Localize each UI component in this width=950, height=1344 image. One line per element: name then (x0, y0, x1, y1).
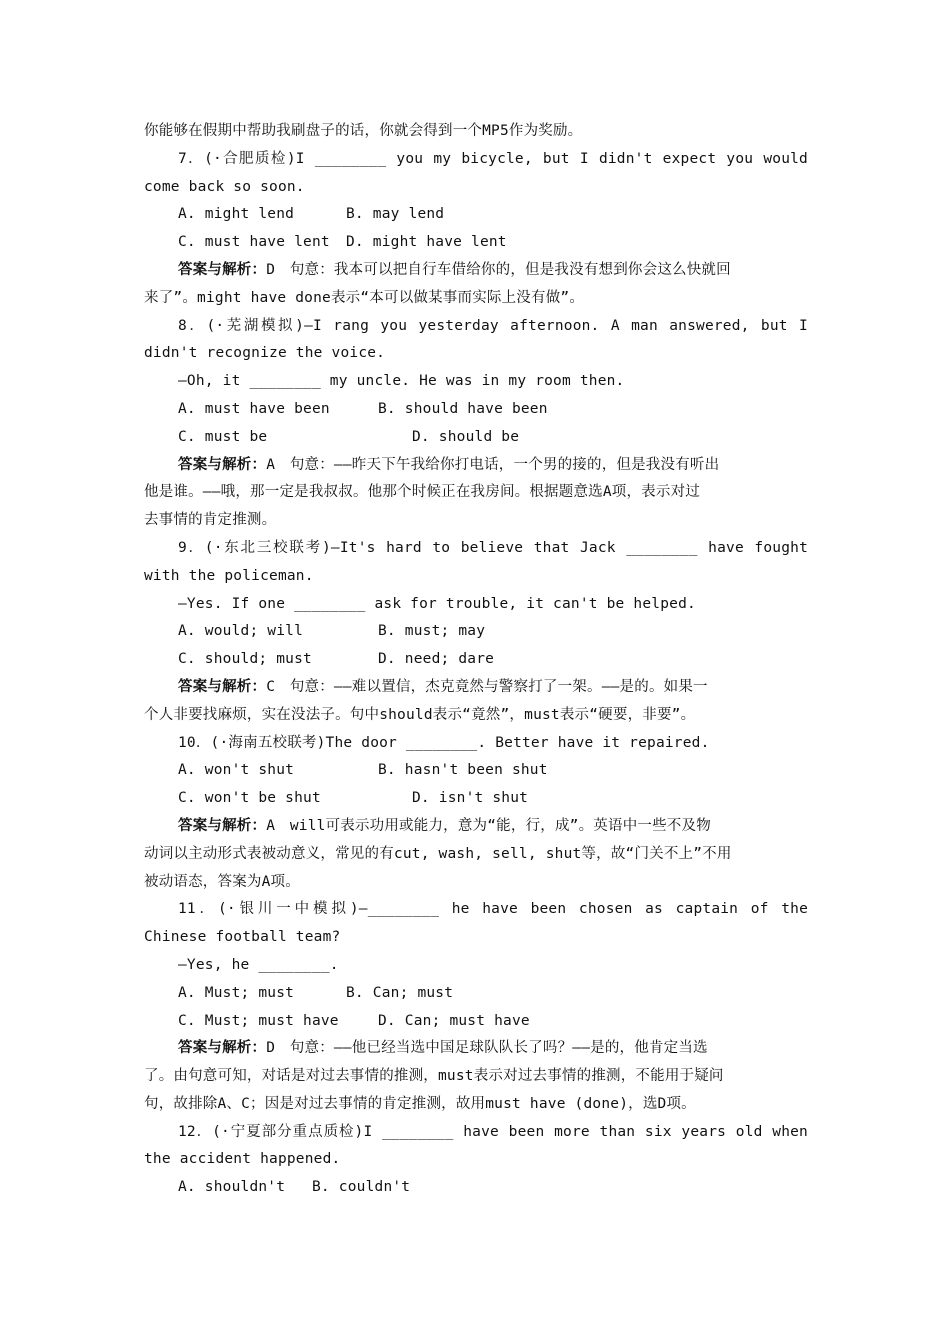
q8-answer-line3: 去事情的肯定推测。 (144, 512, 277, 529)
q8-options-ab (144, 396, 808, 424)
q7-option-b: B. may lend (346, 206, 445, 223)
q8-stem-line3: —Oh, it ________ my uncle. He was in my room then. (178, 373, 625, 390)
q7-answer-line1 (144, 257, 808, 285)
q9-answer-line1 (144, 674, 808, 702)
q9-option-b: B. must; may (378, 623, 486, 640)
q12-stem-line2: the accident happened. (144, 1151, 341, 1168)
q11-option-a: A. Must; must (178, 984, 295, 1001)
q8-option-a: A. must have been (178, 400, 330, 417)
q11-answer-line3: 句，故排除A、C；因是对过去事情的肯定推测，故用must have (done)，选D项。 (144, 1095, 696, 1112)
q11-answer-line2: 了。由句意可知，对话是对过去事情的推测，must表示对过去事情的推测，不能用于疑问 (144, 1068, 724, 1085)
q10-option-d: D. isn't shut (412, 790, 529, 807)
q11-option-d: D. Can; must have (378, 1012, 530, 1029)
q7-option-a: A. might lend (178, 206, 295, 223)
q9-option-a: A. would; will (178, 623, 304, 640)
q11-options-cd (144, 1008, 808, 1036)
answer-label: 答案与解析： (178, 817, 267, 834)
q9-options-cd (144, 646, 808, 674)
q10-options-ab (144, 757, 808, 785)
intro-line: 你能够在假期中帮助我刷盘子的话，你就会得到一个MP5作为奖励。 (144, 123, 583, 139)
q10-answer-line3: 被动语态，答案为A项。 (144, 873, 300, 890)
q12-option-a: A. shouldn't (178, 1179, 286, 1196)
q12-option-b: B. couldn't (312, 1179, 411, 1196)
q7-options-cd (144, 229, 808, 257)
q8-answer-text1: A 句意：——昨天下午我给你打电话，一个男的接的，但是我没有听出 (266, 456, 720, 473)
answer-label: 答案与解析： (178, 1040, 267, 1057)
q8-option-d: D. should be (412, 428, 520, 445)
answer-label: 答案与解析： (178, 678, 267, 695)
q11-answer-line1 (144, 1035, 808, 1063)
q7-option-c: C. must have lent (178, 234, 330, 251)
q8-options-cd (144, 424, 808, 452)
q10-stem-line1: 10．(·海南五校联考)The door ________. Better have it repaired. (178, 734, 710, 751)
q10-answer-line2: 动词以主动形式表被动意义，常见的有cut, wash, sell, shut等，故“门关不上”不用 (144, 845, 732, 862)
q9-answer-text1: C 句意：——难以置信，杰克竟然与警察打了一架。——是的。如果一 (266, 678, 708, 695)
q10-options-cd (144, 785, 808, 813)
q7-stem-line1: 7．(·合肥质检)I ________ you my bicycle, but I didn't expect you would (178, 150, 808, 167)
q11-options-ab (144, 980, 808, 1008)
q10-answer-line1 (144, 813, 808, 841)
q12-options-ab (144, 1174, 808, 1202)
q7-answer-text1: D 句意：我本可以把自行车借给你的，但是我没有想到你会这么快就回 (266, 261, 731, 278)
q12-stem-line1: 12．(·宁夏部分重点质检)I ________ have been more than six years old when (178, 1123, 808, 1140)
q11-answer-text1: D 句意：——他已经当选中国足球队队长了吗？——是的，他肯定当选 (266, 1040, 708, 1057)
answer-label: 答案与解析： (178, 456, 267, 473)
q11-stem-line2: Chinese football team? (144, 929, 341, 946)
q9-stem-line2: with the policeman. (144, 567, 314, 584)
q11-stem-line1: 11．(·银川一中模拟)—________ he have been chosen as captain of the (178, 901, 808, 918)
q10-option-a: A. won't shut (178, 762, 295, 779)
q8-option-c: C. must be (178, 428, 268, 445)
q7-stem-line2: come back so soon. (144, 178, 305, 195)
answer-label: 答案与解析： (178, 261, 267, 278)
q9-option-c: C. should; must (178, 651, 312, 668)
q9-answer-line2: 个人非要找麻烦，实在没法子。句中should表示“竟然”，must表示“硬要，非要”。 (144, 706, 696, 723)
q10-option-c: C. won't be shut (178, 790, 321, 807)
q9-stem-line1: 9．(·东北三校联考)—It's hard to believe that Jack ________ have fought (178, 539, 808, 556)
document-page (144, 118, 808, 1202)
q8-stem-line1: 8．(·芜湖模拟)—I rang you yesterday afternoon. A man answered, but I (178, 317, 808, 334)
q11-option-b: B. Can; must (346, 984, 454, 1001)
q8-answer-line2: 他是谁。——哦，那一定是我叔叔。他那个时候正在我房间。根据题意选A项，表示对过 (144, 484, 700, 501)
q9-stem-line3: —Yes. If one ________ ask for trouble, it can't be helped. (178, 595, 696, 612)
q9-option-d: D. need; dare (378, 651, 495, 668)
q10-answer-text1: A will可表示功用或能力，意为“能，行，成”。英语中一些不及物 (266, 817, 711, 834)
q8-answer-line1 (144, 452, 808, 480)
q7-option-d: D. might have lent (346, 234, 507, 251)
q10-option-b: B. hasn't been shut (378, 762, 548, 779)
q7-answer-line2: 来了”。might have done表示“本可以做某事而实际上没有做”。 (144, 289, 585, 306)
q11-option-c: C. Must; must have (178, 1012, 339, 1029)
q11-stem-line3: —Yes, he ________. (178, 956, 339, 973)
q7-options-ab (144, 201, 808, 229)
q8-option-b: B. should have been (378, 400, 548, 417)
q9-options-ab (144, 618, 808, 646)
q8-stem-line2: didn't recognize the voice. (144, 345, 386, 362)
